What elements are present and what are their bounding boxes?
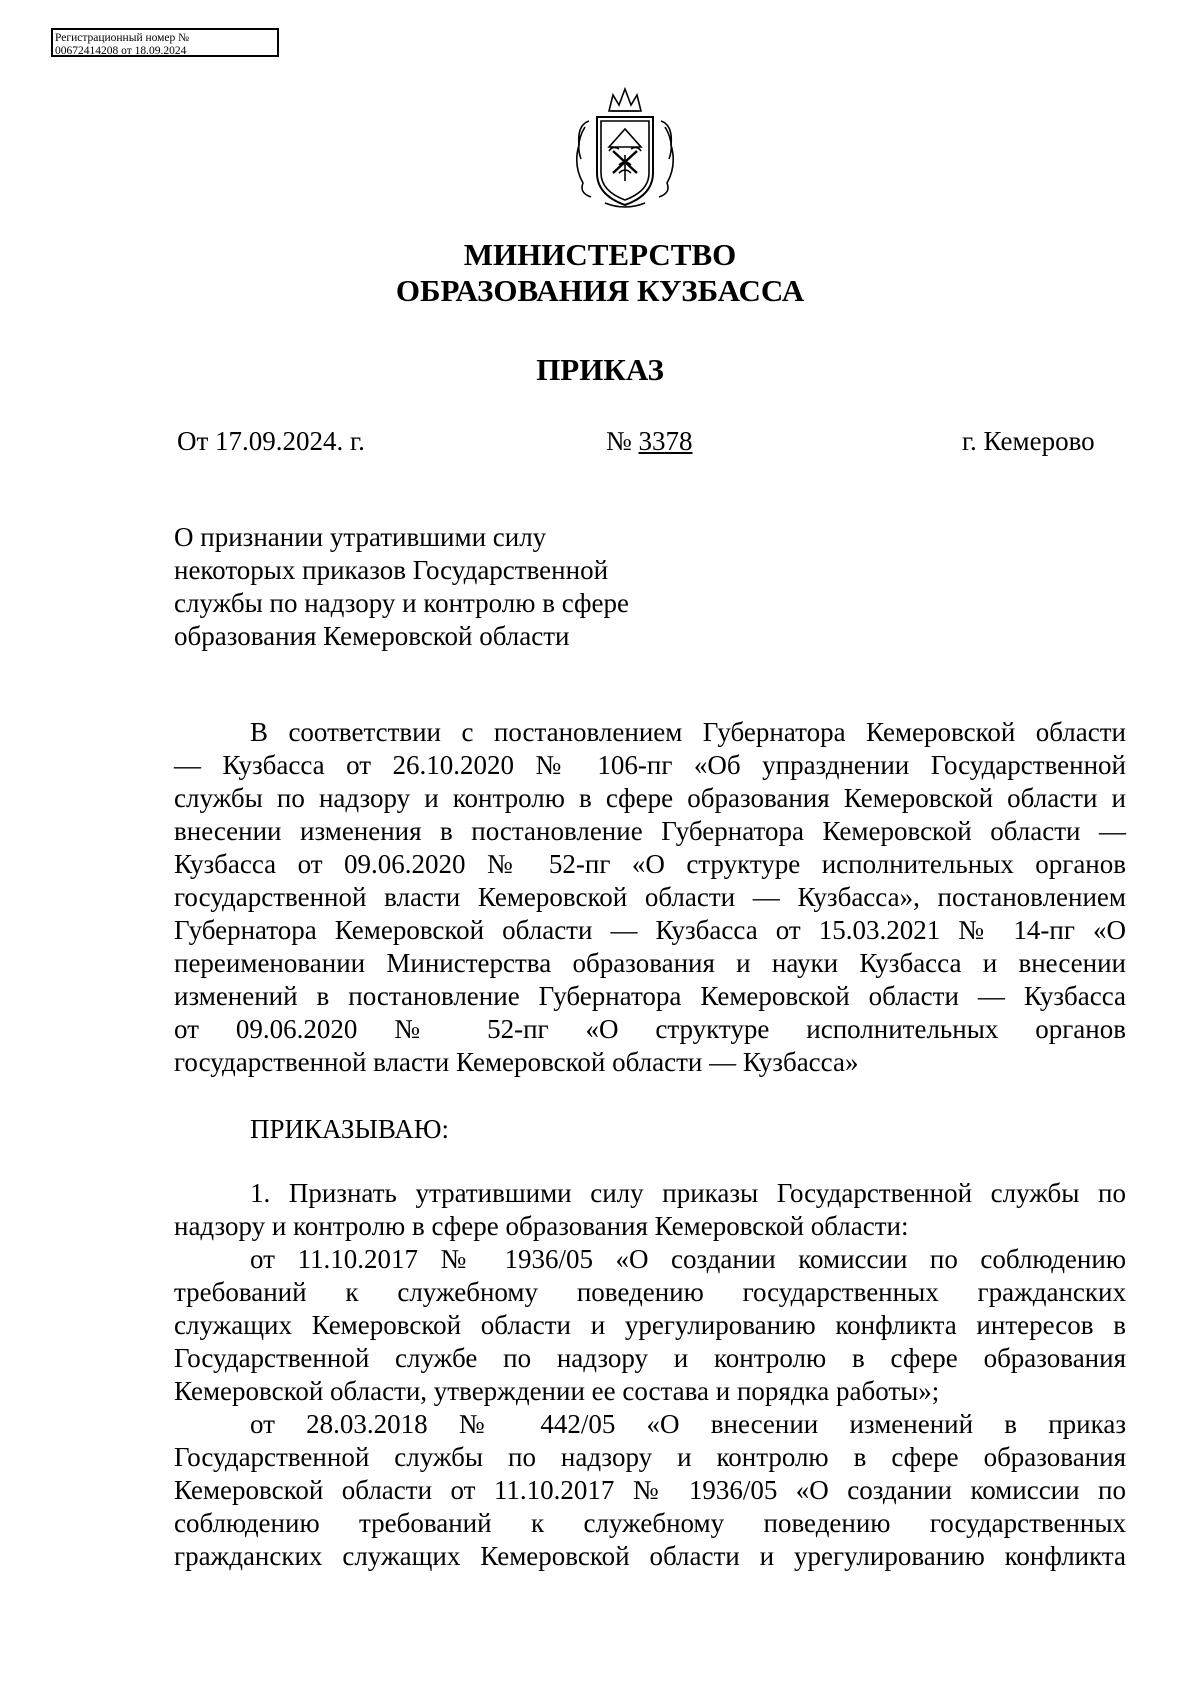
item-line: Государственной службы по надзору и контролю в сфере образования (174, 1442, 1126, 1472)
preamble-line: переименовании Министерства образования и науки Кузбасса и внесении (174, 948, 1126, 978)
order-date: От 17.09.2024. г. (177, 426, 365, 456)
item-line: гражданских служащих Кемеровской области и урегулированию конфликта (174, 1541, 1126, 1571)
subject-line: образования Кемеровской области (174, 621, 570, 651)
item-line: Кемеровской области, утверждении ее состава и порядка работы»; (174, 1376, 940, 1406)
subject-line: некоторых приказов Государственной (174, 555, 609, 585)
preamble-line: Губернатора Кемеровской области — Кузбасса от 15.03.2021 № 14-пг «О (174, 915, 1126, 945)
kuzbass-coat-of-arms-icon (569, 85, 681, 213)
document-type: ПРИКАЗ (536, 352, 664, 387)
preamble-line: от 09.06.2020 № 52-пг «О структуре исполнительных органов (174, 1014, 1126, 1044)
item-line: от 28.03.2018 № 442/05 «О внесении изменений в приказ (250, 1409, 1126, 1439)
order-subject (174, 521, 694, 653)
item-line: 1. Признать утратившими силу приказы Государственной службы по (250, 1178, 1126, 1208)
preamble-line: В соответствии с постановлением Губернатора Кемеровской области (250, 717, 1126, 747)
preamble-line: службы по надзору и контролю в сфере образования Кемеровской области и (174, 783, 1126, 813)
item-line: Кемеровской области от 11.10.2017 № 1936/05 «О создании комиссии по (174, 1475, 1126, 1505)
item-1-paragraph (174, 1177, 1126, 1573)
item-line: от 11.10.2017 № 1936/05 «О создании комиссии по соблюдению (250, 1244, 1126, 1274)
order-word: ПРИКАЗЫВАЮ: (250, 1114, 449, 1144)
order-number-value: 3378 (638, 426, 693, 456)
ministry-title (0, 237, 1200, 309)
preamble-line: изменений в постановление Губернатора Кемеровской области — Кузбасса (174, 981, 1126, 1011)
ministry-title-line1: МИНИСТЕРСТВО (463, 237, 737, 272)
preamble-line: государственной власти Кемеровской области — Кузбасса», постановлением (174, 882, 1126, 912)
registration-number-label: Регистрационный номер № (55, 32, 190, 44)
order-number (606, 425, 693, 457)
item-line: служащих Кемеровской области и урегулированию конфликта интересов в (174, 1310, 1126, 1340)
item-line: соблюдению требований к служебному поведению государственных (174, 1508, 1126, 1538)
registration-stamp (51, 28, 279, 57)
order-number-prefix: № (606, 426, 639, 456)
item-line: требований к служебному поведению государственных гражданских (174, 1277, 1126, 1307)
ministry-title-line2: ОБРАЗОВАНИЯ КУЗБАССА (395, 273, 805, 308)
subject-line: службы по надзору и контролю в сфере (174, 588, 629, 618)
preamble-line: — Кузбасса от 26.10.2020 № 106-пг «Об упразднении Государственной (174, 750, 1126, 780)
item-line: надзору и контролю в сфере образования Кемеровской области: (174, 1211, 909, 1241)
preamble-line: государственной власти Кемеровской области — Кузбасса» (174, 1047, 859, 1077)
preamble-paragraph (174, 716, 1126, 1079)
preamble-line: внесении изменения в постановление Губернатора Кемеровской области — (174, 816, 1126, 846)
registration-number-value: 00672414208 от 18.09.2024 (55, 44, 187, 57)
subject-line: О признании утратившими силу (174, 522, 547, 552)
order-city: г. Кемерово (962, 426, 1095, 456)
preamble-line: Кузбасса от 09.06.2020 № 52-пг «О структуре исполнительных органов (174, 849, 1126, 879)
order-directive (174, 1113, 1126, 1146)
item-line: Государственной службе по надзору и контролю в сфере образования (174, 1343, 1126, 1373)
